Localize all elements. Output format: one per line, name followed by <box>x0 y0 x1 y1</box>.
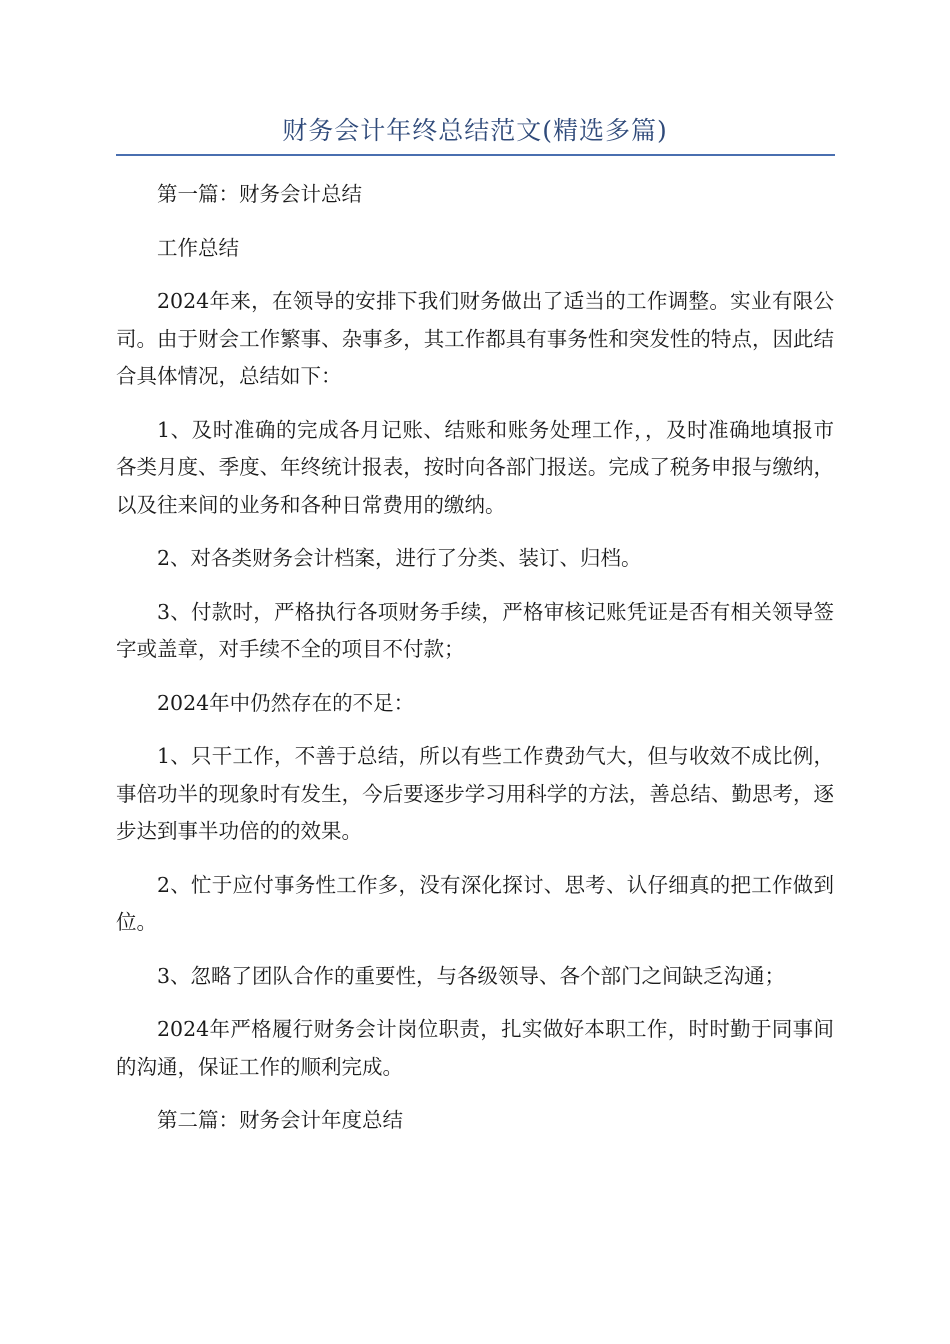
document-title: 财务会计年终总结范文(精选多篇) <box>282 116 668 145</box>
paragraph: 2024年来，在领导的安排下我们财务做出了适当的工作调整。实业有限公司。由于财会工作繁事、杂事多，其工作都具有事务性和突发性的特点，因此结合具体情况，总结如下： <box>116 289 834 388</box>
paragraph: 2024年中仍然存在的不足： <box>157 690 415 715</box>
paragraph: 1、只干工作，不善于总结，所以有些工作费劲气大，但与收效不成比例，事倍功半的现象时有发生，今后要逐步学习用科学的方法，善总结、勤思考，逐步达到事半功倍的的效果。 <box>116 744 834 843</box>
paragraph: 3、忽略了团队合作的重要性，与各级领导、各个部门之间缺乏沟通； <box>157 963 786 988</box>
paragraph: 1、及时准确的完成各月记账、结账和账务处理工作，，及时准确地填报市各类月度、季度、年终统计报表，按时向各部门报送。完成了税务申报与缴纳，以及往来间的业务和各种日常费用的缴纳。 <box>116 417 834 517</box>
title-underline <box>116 154 835 156</box>
paragraph: 2、忙于应付事务性工作多，没有深化探讨、思考、认仔细真的把工作做到位。 <box>116 872 834 934</box>
document-body <box>116 176 834 1156</box>
subheading: 工作总结 <box>157 235 239 260</box>
paragraph: 2、对各类财务会计档案，进行了分类、装订、归档。 <box>157 546 642 570</box>
paragraph: 3、付款时，严格执行各项财务手续，严格审核记账凭证是否有相关领导签字或盖章，对手续不全的项目不付款； <box>116 599 834 661</box>
paragraph: 2024年严格履行财务会计岗位职责，扎实做好本职工作，时时勤于同事间的沟通，保证工作的顺利完成。 <box>116 1017 834 1079</box>
section-heading: 第一篇：财务会计总结 <box>157 182 362 206</box>
section-heading: 第二篇：财务会计年度总结 <box>157 1108 403 1132</box>
